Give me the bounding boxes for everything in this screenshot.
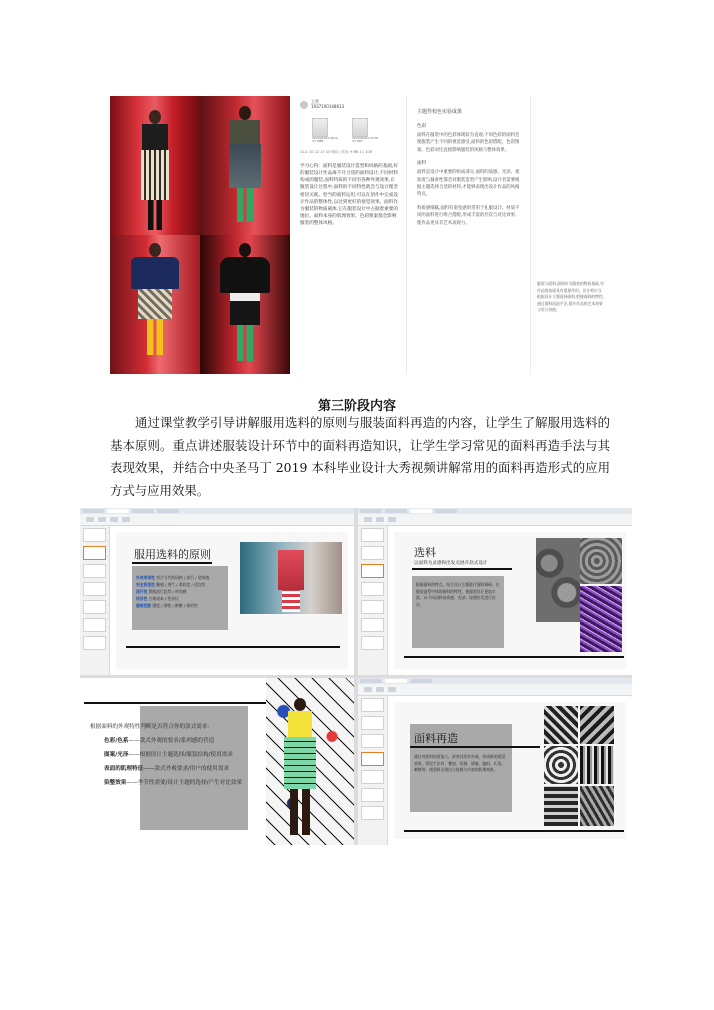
divider-line [126,646,340,648]
slide-body: 根据面料的特点，结合设计主题进行面料调研，在服装造型中体现面料的特性，使服装设计更加丰富，从不同面料的质感、光泽、纹理出发进行设计。 [416,582,500,607]
tab[interactable] [410,679,432,683]
runway-photo [200,235,290,374]
fashion-photo [240,542,342,614]
chat-panel [294,96,400,374]
title-rule [410,746,540,748]
principle-item: 经济性 合理成本 / 性价比 [136,596,179,601]
fabric-texture-photo [580,786,614,826]
file-name: 2020(#461-2738 [352,135,378,140]
top-composite-figure [110,96,607,374]
slide-thumbnail[interactable] [361,618,384,632]
tab[interactable] [385,679,407,683]
presentation-window [358,678,632,845]
tab[interactable] [157,509,179,513]
slide-thumbnails [358,526,388,675]
runway-photo [200,96,290,235]
runway-photo [110,96,200,235]
tab[interactable] [435,509,457,513]
paragraph: 面料是设计中重要的组成部分,面料的质感、光泽、柔软度与悬垂性都会对服装造型产生影响,设计者需要根据主题选择合适的材料,才能够表现出设计作品的风格特点。 [417,170,520,198]
principle-item: 外观审美性 符合当代的风格 / 流行 / 装饰感 [136,575,210,580]
presentation-window [358,508,632,675]
tab[interactable] [132,509,154,513]
requirement-item: 图案/光泽——根据设计主题选择/服装结构/使用需求 [104,752,233,758]
slide-thumbnail[interactable] [83,636,106,650]
fabric-texture-photo [536,538,580,622]
slide-thumbnail[interactable] [83,618,106,632]
toolbar-button[interactable] [122,517,130,522]
slide-title: 面料再造 [414,732,458,745]
file-size: 37.2MB [312,139,324,144]
toolbar-button[interactable] [364,687,372,692]
intro-text: 根据面料的外观特性判断是否符合你的款式需求： [90,724,214,730]
slide-thumbnail[interactable] [361,788,384,802]
tab[interactable] [410,509,432,513]
chat-meta: 41/2 10 22 17 43 保存 | 转发 9 MB 11 108 [300,149,372,154]
slide-thumbnail[interactable] [361,698,384,712]
section-body: 通过课堂教学引导讲解服用选料的原则与服装面料再造的内容，让学生了解服用选料的基本原则。重点讲述服装设计环节中的面料再造知识，让学生学习常见的面料再造手法与其表现效果，并结合中央圣马丁 2019 本科毕业设计大秀视频讲解常用的面料再造形式的应用方式与应用效果。 [110,415,610,498]
slide-thumbnails [358,696,388,845]
principle-item: 流行性 紧跟流行趋势 / 时尚感 [136,589,187,594]
tab[interactable] [82,509,104,513]
fabric-texture-photo [580,746,614,784]
avatar [300,101,308,109]
principle-item: 安全舒适性 触感 / 透气 / 柔软度 / 适宜性 [136,582,206,587]
slide-canvas [394,702,626,839]
slide-canvas [80,678,354,845]
slide-thumbnail[interactable] [361,564,384,578]
runway-photo-grid [110,96,290,374]
fabric-texture-photo [580,706,614,744]
document-page [406,96,526,374]
side-note [530,96,607,374]
slide-subtitle: 以面料为灵感和出发点展开款式设计 [414,561,488,566]
divider-line [404,830,624,832]
slide-thumbnail[interactable] [83,528,106,542]
tab[interactable] [385,509,407,513]
divider-line [404,656,624,658]
toolbar [358,514,632,526]
slide-thumbnail[interactable] [361,806,384,820]
toolbar-button[interactable] [376,517,384,522]
slide-canvas [116,532,348,669]
document-title: 主题性校色实验成果 [417,109,463,115]
requirement-item: 染整效果——季节性需要/设计主题的选择/产生对比效果 [104,780,243,786]
slide-thumbnail[interactable] [83,582,106,596]
model-figure [131,243,179,355]
runway-photo [110,235,200,374]
divider-line [84,702,284,704]
fabric-texture-photo [544,746,578,784]
tab[interactable] [360,679,382,683]
toolbar-button[interactable] [86,517,94,522]
fabric-texture-photo [580,538,622,584]
toolbar-button[interactable] [110,517,118,522]
slide-thumbnail[interactable] [83,564,106,578]
fashion-photo [266,678,354,845]
tab[interactable] [107,509,129,513]
slide-thumbnail[interactable] [361,716,384,730]
section-heading: 面料 [417,161,427,167]
title-rule [412,568,512,570]
slide-thumbnail[interactable] [361,582,384,596]
sender-name: 王哲 [311,99,319,104]
chat-header [300,100,398,110]
principle-list [136,574,226,609]
toolbar [358,684,632,696]
slide-body: 通过对面料的再加工，改变其原有外观，形成新的视觉效果。常见手法有：叠加、切割、褶皱、编织、扎染、刺绣等，使面料呈现出立体感与丰富的肌理效果。 [414,754,506,773]
paragraph: 料质感细腻,面料有垂坠感的常用于礼服设计。材质不同的面料进行组合搭配,形成丰富的层次与对比效果,使作品更具有艺术表现力。 [417,205,520,226]
fabric-texture-photo [544,786,578,826]
presentation-window [80,678,354,845]
file-size: 37.2PC [352,139,363,144]
requirement-item: 表面的肌理特征——款式外观要求/用户的使用需求 [104,766,229,772]
slide-thumbnail[interactable] [361,770,384,784]
slides-screenshot-grid [80,508,632,845]
slide-thumbnail[interactable] [83,600,106,614]
section-title: 第三阶段内容 [317,399,396,414]
toolbar-button[interactable] [364,517,372,522]
toolbar-button[interactable] [388,517,396,522]
paragraph: 面料在服装中的色彩体现较为直观,不同色彩的面料会使服装产生不同的视觉感受,面料的色彩搭配、色彩图案、色彩对比直接影响服装的风格与整体效果。 [417,133,520,153]
file-icon[interactable] [312,118,328,137]
section-heading: 色彩 [417,124,427,129]
slide-thumbnails [80,526,110,675]
presentation-window [80,508,354,675]
toolbar-button[interactable] [376,687,384,692]
title-rule [132,562,212,564]
slide-title: 选料 [414,546,436,559]
file-name: 2020(#461-4612 [312,135,338,140]
slide-thumbnail[interactable] [361,546,384,560]
toolbar-button[interactable] [98,517,106,522]
fabric-texture-photo [544,706,578,744]
principle-item: 服装性能 强度 / 弹性 / 耐磨 / 保形性 [136,603,198,608]
chat-message: 学习心得：面料是服装设计造型和风格的基础,好的服装设计作品离不开合适的面料设计,不同材料构成的服装,面料特质的不同有各种外观效果,在服装设计过程中,面料的不同特性就会与设计理念密切关联。恰当的面料运用,可以在创作中完成设计作品的整体性,以达到更好的视觉效果。面料作为服装的物质载体,它在服装设计中占据着重要的地位。面料本身的肌理效果、色彩图案都会影响服装的整体风格。 [300,163,398,227]
slide-thumbnail[interactable] [83,546,106,560]
slide-title: 服用选料的原则 [134,548,211,561]
requirement-item: 色彩/色系——款式外观的要求/系列感的营造 [104,738,215,744]
slide-thumbnail[interactable] [361,528,384,542]
slide-thumbnail[interactable] [361,752,384,766]
model-figure [141,110,169,230]
sender-id: 1937100148613 [311,103,345,109]
slide-thumbnail[interactable] [361,600,384,614]
toolbar-button[interactable] [388,687,396,692]
tab[interactable] [360,509,382,513]
slide-canvas [394,532,626,669]
fabric-requirement-list [90,720,270,790]
file-attachments [312,118,398,144]
fabric-texture-photo [580,586,622,652]
model-figure [229,106,261,222]
slide-thumbnail[interactable] [361,734,384,748]
model-figure [220,243,270,361]
side-note-text: 服装与面料,面料作为服装的物质基础,对作品的表现具有重要作用。设计师应当根据设计主题选择面料,把握面料的特性,通过面料再造手法,提升作品的艺术效果与设计价值。 [537,281,604,313]
slide-thumbnail[interactable] [361,636,384,650]
file-icon[interactable] [352,118,368,137]
toolbar [80,514,354,526]
